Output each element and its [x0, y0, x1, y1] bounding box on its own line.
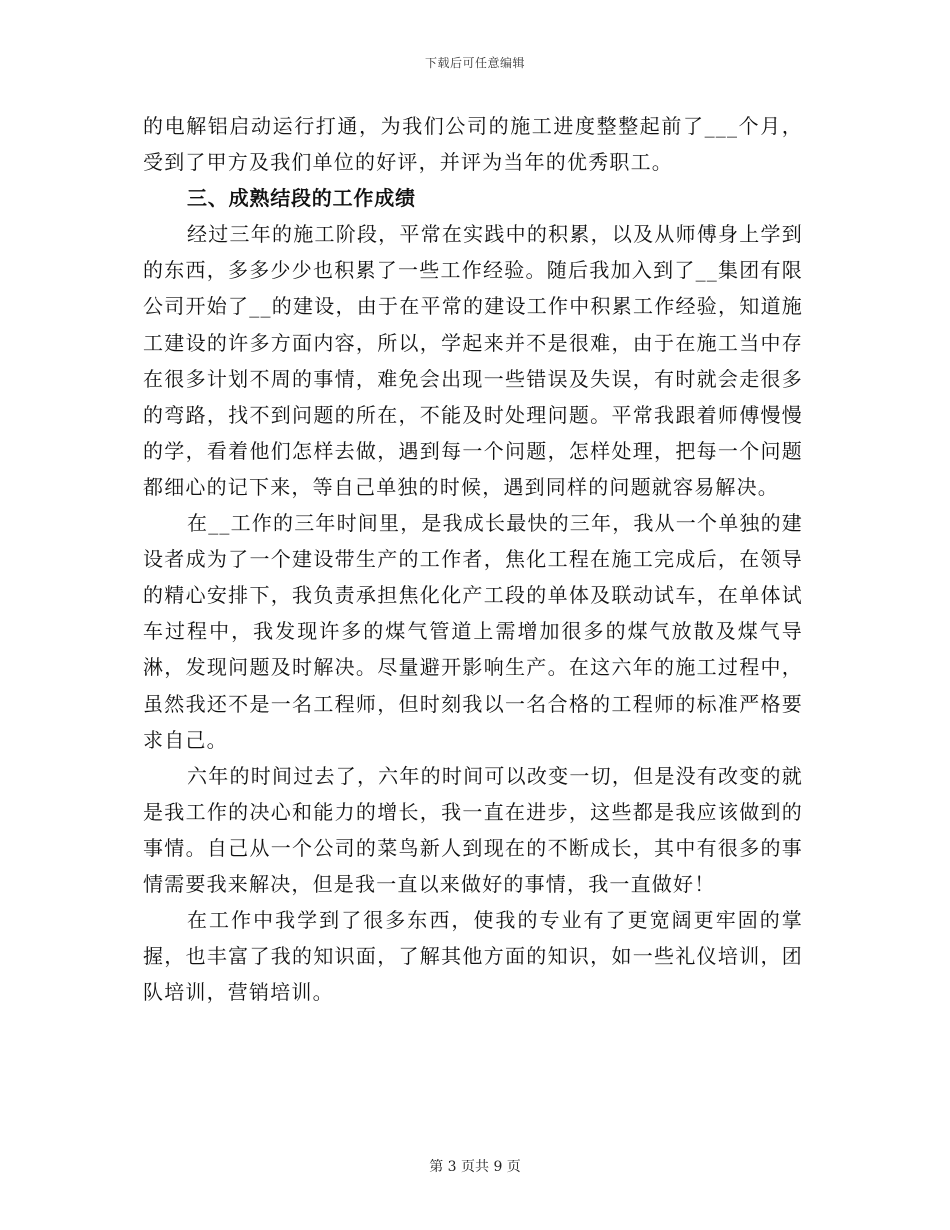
paragraph: 在__工作的三年时间里，是我成长最快的三年，我从一个单独的建设者成为了一个建设带生产的工作者，焦化工程在施工完成后，在领导的精心安排下，我负责承担焦化化产工段的单体及联动试车，在单体试车过程中，我发现许多的煤气管道上需增加很多的煤气放散及煤气导淋，发现问题及时解决。尽量避开影响生产。在这六年的施工过程中，虽然我还不是一名工程师，但时刻我以一名合格的工程师的标准严格要求自己。: [143, 511, 803, 752]
document-body: [143, 108, 803, 1010]
section-heading: 三、成熟结段的工作成绩: [187, 186, 416, 211]
paragraph: 在工作中我学到了很多东西，使我的专业有了更宽阔更牢固的掌握，也丰富了我的知识面，了解其他方面的知识，如一些礼仪培训，团队培训，营销培训。: [143, 908, 803, 1005]
paragraph-continued: 的电解铝启动运行打通，为我们公司的施工进度整整起前了___个月，受到了甲方及我们单位的好评，并评为当年的优秀职工。: [143, 114, 803, 175]
page-footer: 第 3 页共 9 页: [429, 1159, 521, 1175]
page-header: 下载后可任意编辑: [424, 56, 525, 70]
paragraph: 经过三年的施工阶段，平常在实践中的积累，以及从师傅身上学到的东西，多多少少也积累了一些工作经验。随后我加入到了__集团有限公司开始了__的建设，由于在平常的建设工作中积累工作经验，知道施工建设的许多方面内容，所以，学起来并不是很难，由于在施工当中存在很多计划不周的事情，难免会出现一些错误及失误，有时就会走很多的弯路，找不到问题的所在，不能及时处理问题。平常我跟着师傅慢慢的学，看着他们怎样去做，遇到每一个问题，怎样处理，把每一个问题都细心的记下来，等自己单独的时候，遇到同样的问题就容易解决。: [143, 222, 803, 499]
paragraph: 六年的时间过去了，六年的时间可以改变一切，但是没有改变的就是我工作的决心和能力的增长，我一直在进步，这些都是我应该做到的事情。自己从一个公司的菜鸟新人到现在的不断成长，其中有很多的事情需要我来解决，但是我一直以来做好的事情，我一直做好！: [143, 763, 803, 896]
